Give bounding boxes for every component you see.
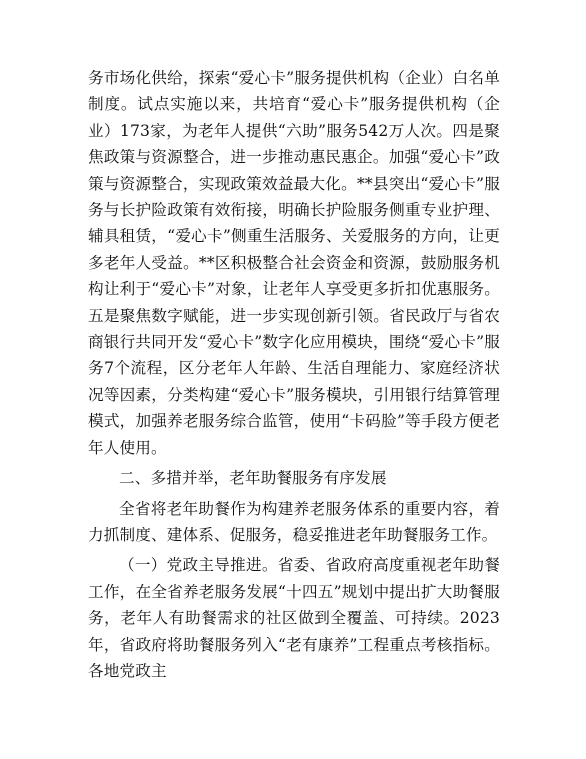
paragraph-2: 全省将老年助餐作为构建养老服务体系的重要内容，着力抓制度、建体系、促服务，稳妥推进老年助餐服务工作。: [88, 499, 500, 544]
section-heading: 二、多措并举，老年助餐服务有序发展: [119, 469, 387, 488]
paragraph-1: 务市场化供给，探索“爱心卡”服务提供机构（企业）白名单制度。试点实施以来，共培育“爱心卡”服务提供机构（企业）173家，为老年人提供“六助”服务542万人次。四是聚焦政策与资源整合，进一步推动惠民惠企。加强“爱心卡”政策与资源整合，实现政策效益最大化。**县突出“爱心卡”服务与长护险政策有效衔接，明确长护险服务侧重专业护理、辅具租赁，“爱心卡”侧重生活服务、关爱服务的方向，让更多老年人受益。**区积极整合社会资金和资源，鼓励服务机构让利于“爱心卡”对象，让老年人享受更多折扣优惠服务。五是聚焦数字赋能，进一步实现创新引领。省民政厅与省农商银行共同开发“爱心卡”数字化应用模块，围绕“爱心卡”服务7个流程，区分老年人年龄、生活自理能力、家庭经济状况等因素，分类构建“爱心卡”服务模块，引用银行结算管理模式，加强养老服务综合监管，使用“卡码脸”等手段方便老年人使用。: [88, 69, 500, 457]
document-body: [88, 65, 500, 684]
paragraph-3: （一）党政主导推进。省委、省政府高度重视老年助餐工作，在全省养老服务发展“十四五”规划中提出扩大助餐服务，老年人有助餐需求的社区做到全覆盖、可持续。2023年，省政府将助餐服务列入“老有康养”工程重点考核指标。各地党政主: [88, 556, 500, 680]
